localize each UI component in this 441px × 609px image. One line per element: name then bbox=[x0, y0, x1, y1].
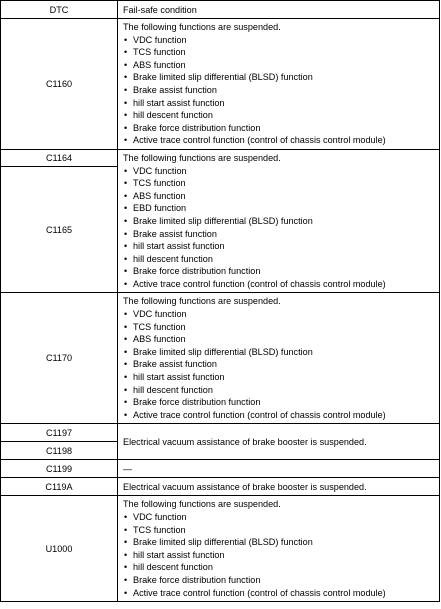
function-item: • Brake force distribution function bbox=[123, 574, 436, 587]
intro-text: The following functions are suspended. bbox=[123, 22, 281, 32]
dtc-code: C1160 bbox=[1, 19, 118, 150]
dtc-header: DTC bbox=[1, 1, 118, 19]
function-item: • ABS function bbox=[123, 333, 436, 346]
function-item: • hill start assist function bbox=[123, 97, 436, 110]
function-item: • hill descent function bbox=[123, 384, 436, 397]
table-row bbox=[1, 496, 440, 602]
dtc-code: C1170 bbox=[1, 293, 118, 424]
function-list bbox=[123, 511, 436, 599]
function-item: • Brake limited slip differential (BLSD) function bbox=[123, 215, 436, 228]
intro-text: The following functions are suspended. bbox=[123, 152, 281, 163]
function-list bbox=[123, 165, 436, 291]
function-item: • hill descent function bbox=[123, 253, 436, 266]
condition-cell bbox=[118, 496, 440, 602]
condition-cell bbox=[118, 149, 440, 293]
function-item: • Brake force distribution function bbox=[123, 122, 436, 135]
function-item: • Brake force distribution function bbox=[123, 265, 436, 278]
dtc-code: C1198 bbox=[1, 442, 118, 460]
intro-text: The following functions are suspended. bbox=[123, 499, 281, 510]
function-item: • Active trace control function (control of chassis control module) bbox=[123, 134, 436, 147]
intro-text: The following functions are suspended. bbox=[123, 296, 281, 307]
condition-cell: — bbox=[118, 460, 440, 478]
function-item: • TCS function bbox=[123, 524, 436, 537]
function-list bbox=[123, 308, 436, 421]
dtc-code: U1000 bbox=[1, 496, 118, 602]
header-row bbox=[1, 1, 440, 19]
function-item: • ABS function bbox=[123, 59, 436, 72]
function-item: • Active trace control function (control of chassis control module) bbox=[123, 587, 436, 600]
function-item: • hill descent function bbox=[123, 109, 436, 122]
function-item: • Brake assist function bbox=[123, 228, 436, 241]
function-item: • VDC function bbox=[123, 511, 436, 524]
dtc-code: C1197 bbox=[1, 424, 118, 442]
dtc-code: C1164 bbox=[1, 149, 118, 166]
function-item: • TCS function bbox=[123, 46, 436, 59]
function-item: • TCS function bbox=[123, 177, 436, 190]
function-item: • Brake limited slip differential (BLSD) function bbox=[123, 536, 436, 549]
condition-cell: Electrical vacuum assistance of brake booster is suspended. bbox=[118, 478, 440, 496]
table-row bbox=[1, 19, 440, 150]
function-item: • Brake limited slip differential (BLSD) function bbox=[123, 346, 436, 359]
condition-cell bbox=[118, 19, 440, 150]
function-item: • Active trace control function (control of chassis control module) bbox=[123, 409, 436, 422]
function-item: • Brake assist function bbox=[123, 84, 436, 97]
table-row bbox=[1, 149, 440, 166]
function-item: • hill start assist function bbox=[123, 371, 436, 384]
dtc-code: C1199 bbox=[1, 460, 118, 478]
condition-cell bbox=[118, 293, 440, 424]
function-item: • Brake force distribution function bbox=[123, 396, 436, 409]
function-item: • Brake assist function bbox=[123, 358, 436, 371]
dtc-code: C119A bbox=[1, 478, 118, 496]
function-item: • VDC function bbox=[123, 34, 436, 47]
function-item: • ABS function bbox=[123, 190, 436, 203]
function-item: • Brake limited slip differential (BLSD) function bbox=[123, 71, 436, 84]
function-list bbox=[123, 34, 436, 147]
function-item: • TCS function bbox=[123, 321, 436, 334]
function-item: • VDC function bbox=[123, 165, 436, 178]
function-item: • VDC function bbox=[123, 308, 436, 321]
table-row bbox=[1, 460, 440, 478]
condition-cell: Electrical vacuum assistance of brake booster is suspended. bbox=[118, 424, 440, 460]
function-item: • hill descent function bbox=[123, 561, 436, 574]
function-item: • hill start assist function bbox=[123, 549, 436, 562]
function-item: • hill start assist function bbox=[123, 240, 436, 253]
table-row bbox=[1, 478, 440, 496]
condition-header: Fail-safe condition bbox=[118, 1, 440, 19]
table-row bbox=[1, 293, 440, 424]
table-row bbox=[1, 424, 440, 442]
function-item: • EBD function bbox=[123, 202, 436, 215]
dtc-code: C1165 bbox=[1, 166, 118, 293]
function-item: • Active trace control function (control of chassis control module) bbox=[123, 278, 436, 291]
